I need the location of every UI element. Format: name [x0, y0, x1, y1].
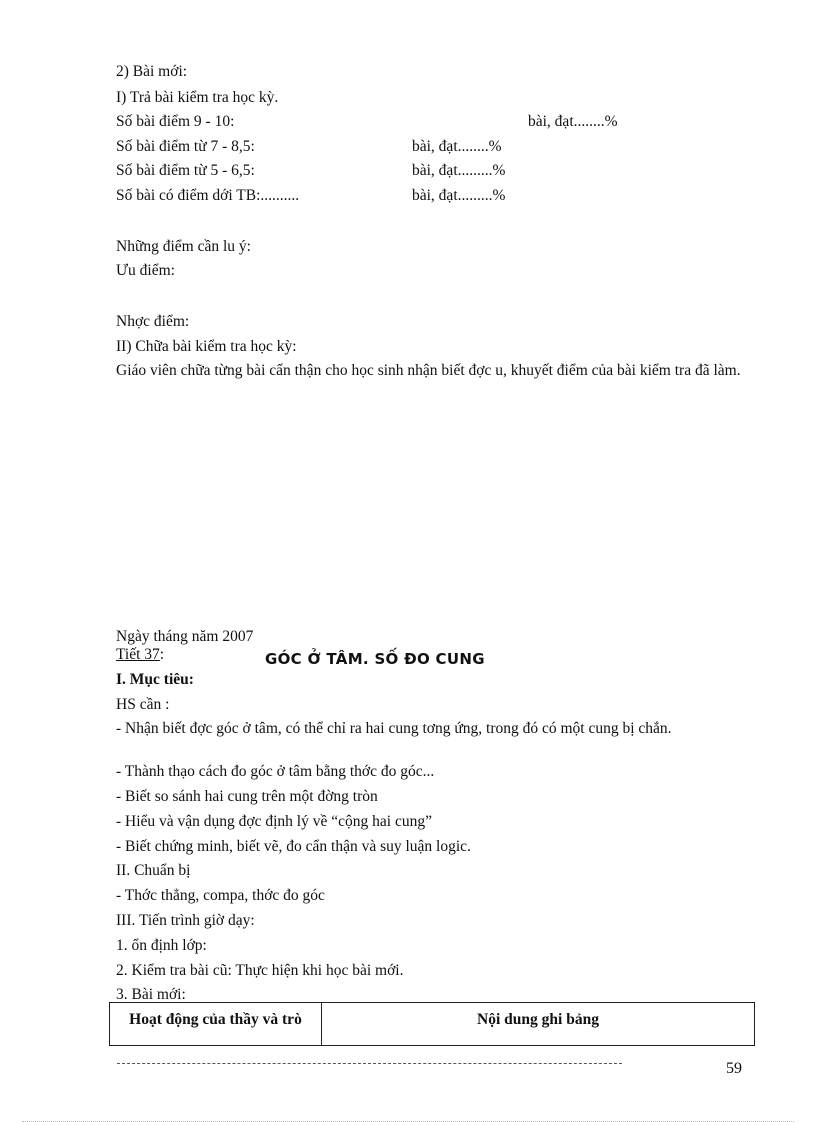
- stat-row: [116, 187, 756, 205]
- table-header-activity: Hoạt động của thầy và trò: [110, 1003, 322, 1046]
- lesson-table: [109, 1002, 755, 1046]
- stat-row: [116, 162, 756, 180]
- table-header-content: Nội dung ghi bảng: [322, 1003, 755, 1046]
- weaknesses-label: Nhợc điểm:: [116, 313, 190, 330]
- part2-title: II) Chữa bài kiểm tra học kỳ:: [116, 338, 297, 355]
- lesson-number-text: Tiết 37: [116, 646, 160, 663]
- prep-item: - Thớc thẳng, compa, thớc đo góc: [116, 887, 325, 904]
- objectives-title: I. Mục tiêu:: [116, 671, 194, 688]
- objective-item: - Biết so sánh hai cung trên một đờng tròn: [116, 788, 378, 805]
- stat-result: bài, đạt........%: [412, 138, 502, 155]
- stat-result: bài, đạt.........%: [412, 162, 506, 179]
- objective-item: - Nhận biết đợc góc ở tâm, có thể chỉ ra hai cung tơng ứng, trong đó có một cung bị chắn.: [116, 720, 672, 737]
- stat-label: Số bài có điểm dới TB:..........: [116, 187, 300, 204]
- notes-title: Những điểm cần lu ý:: [116, 238, 251, 255]
- stat-result: bài, đạt.........%: [412, 187, 506, 204]
- stat-row: [116, 113, 756, 131]
- stat-label: Số bài điểm 9 - 10:: [116, 113, 235, 130]
- stat-label: Số bài điểm từ 5 - 6,5:: [116, 162, 255, 179]
- page-number: 59: [726, 1060, 742, 1077]
- part2-paragraph: Giáo viên chữa từng bài cẩn thận cho học sinh nhận biết đợc u, khuyết điểm của bài kiểm tra đã làm.: [116, 362, 741, 379]
- stat-label: Số bài điểm từ 7 - 8,5:: [116, 138, 255, 155]
- hs-need: HS cần :: [116, 696, 170, 713]
- prep-title: II. Chuẩn bị: [116, 862, 191, 879]
- lesson-title: GÓC Ở TÂM. SỐ ĐO CUNG: [265, 650, 485, 668]
- stat-row: [116, 138, 756, 156]
- page-bottom-border: [22, 1121, 794, 1122]
- process-step: 1. ổn định lớp:: [116, 937, 207, 954]
- strengths-label: Ưu điểm:: [116, 262, 175, 279]
- lesson-number: [116, 646, 164, 664]
- process-step: 3. Bài mới:: [116, 986, 186, 1003]
- new-lesson-heading: 2) Bài mới:: [116, 63, 188, 80]
- footer-divider: [117, 1063, 622, 1064]
- objective-item: - Hiểu và vận dụng đợc định lý về “cộng hai cung”: [116, 813, 432, 830]
- date-line: Ngày tháng năm 2007: [116, 628, 254, 645]
- lesson-number-colon: :: [159, 646, 165, 663]
- part1-title: I) Trả bài kiểm tra học kỳ.: [116, 89, 279, 106]
- table-header-row: [110, 1003, 755, 1046]
- process-title: III. Tiến trình giờ dạy:: [116, 912, 255, 929]
- stat-result: bài, đạt........%: [528, 113, 618, 130]
- process-step: 2. Kiểm tra bài cũ: Thực hiện khi học bài mới.: [116, 962, 404, 979]
- objective-item: - Thành thạo cách đo góc ở tâm bằng thớc đo góc...: [116, 763, 435, 780]
- objective-item: - Biết chứng minh, biết vẽ, đo cẩn thận và suy luận logic.: [116, 838, 471, 855]
